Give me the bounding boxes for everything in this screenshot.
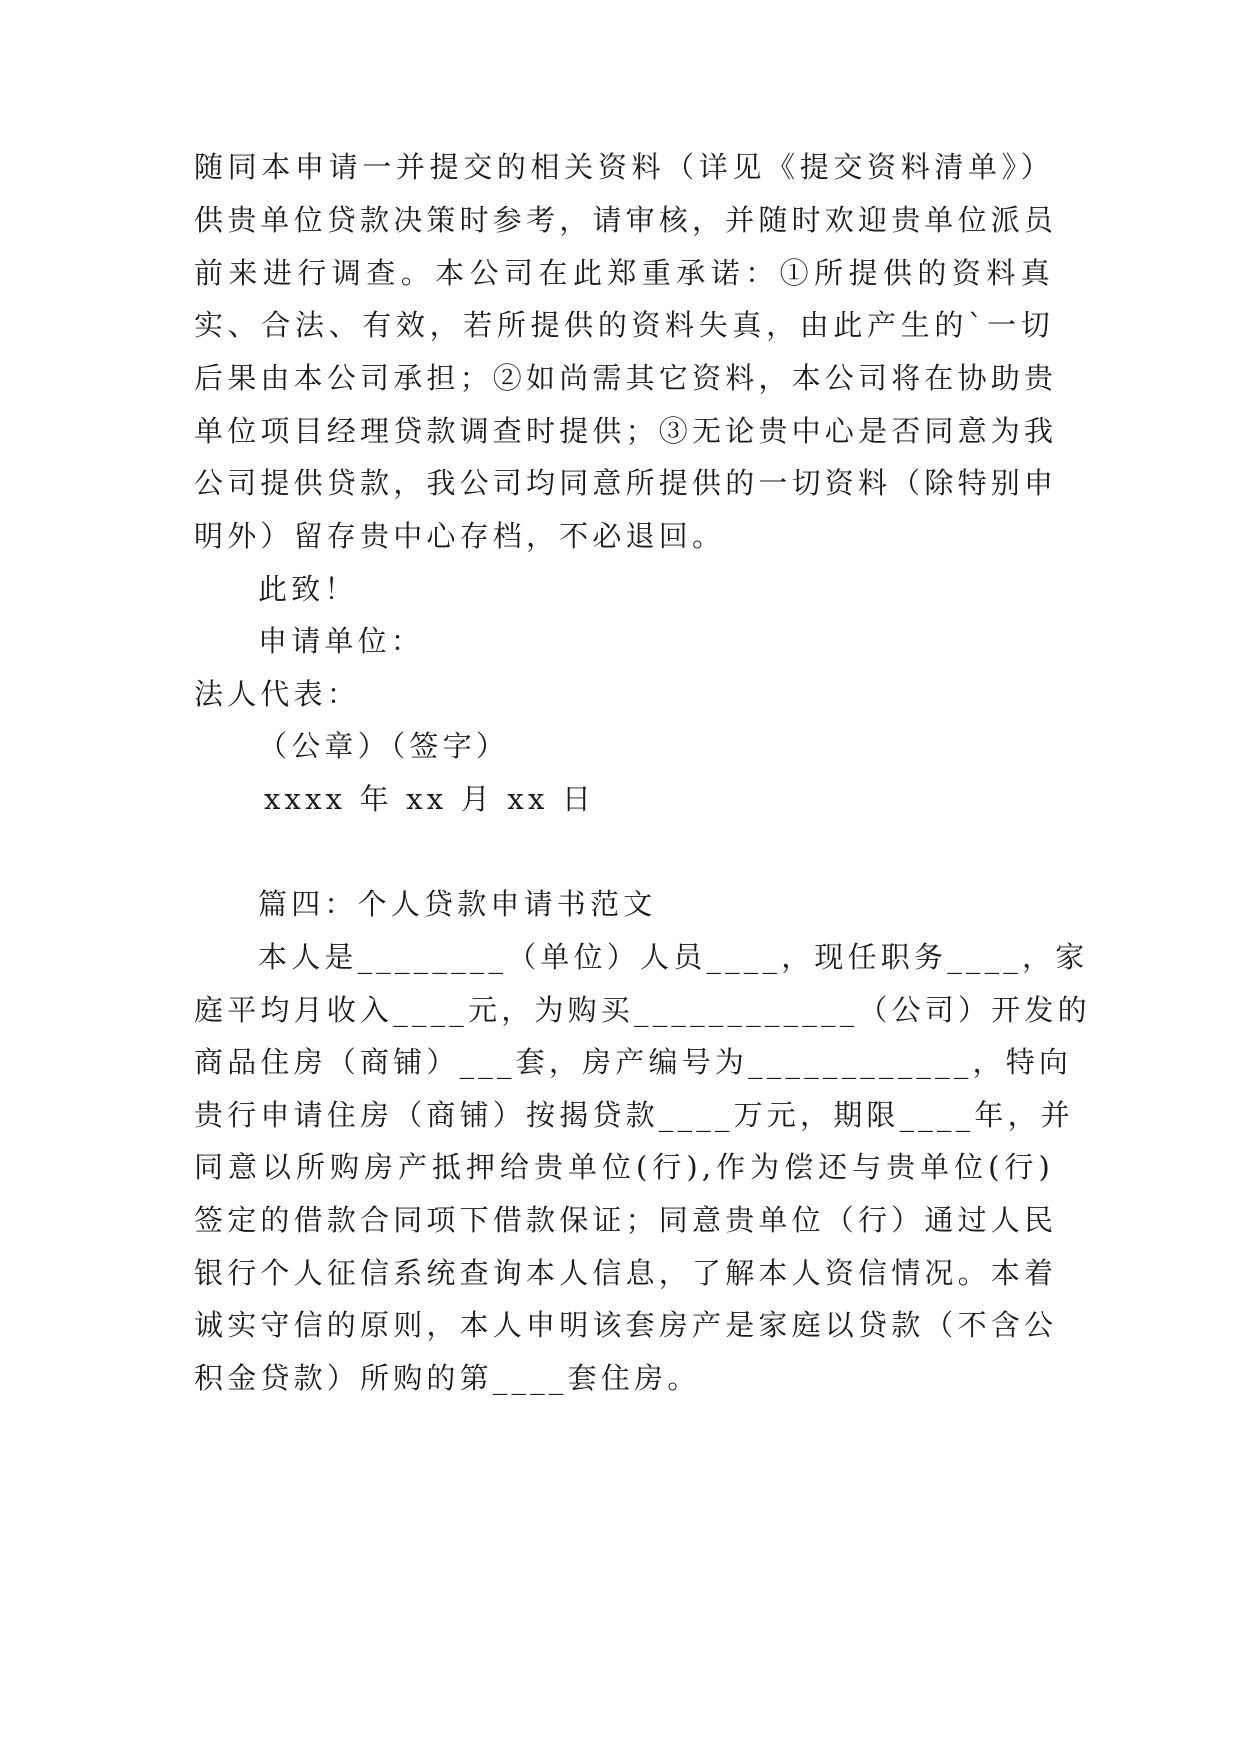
paragraph-line: 银行个人征信系统查询本人信息，了解本人资信情况。本着 <box>194 1256 1058 1290</box>
closing-salutation: 此致！ <box>258 572 358 606</box>
paragraph-line: 诚实守信的原则，本人申明该套房产是家庭以贷款（不含公 <box>194 1308 1058 1342</box>
paragraph-line: 贵行申请住房（商铺）按揭贷款____万元，期限____年，并 <box>194 1098 1075 1132</box>
paragraph-line: 明外）留存贵中心存档，不必退回。 <box>194 519 726 553</box>
paragraph-line: 后果由本公司承担；②如尚需其它资料，本公司将在协助贵 <box>194 361 1058 395</box>
paragraph-line: 实、合法、有效，若所提供的资料失真，由此产生的`一切 <box>194 308 1054 342</box>
paragraph-line: 单位项目经理贷款调查时提供；③无论贵中心是否同意为我 <box>194 414 1058 448</box>
paragraph-line: 同意以所购房产抵押给贵单位(行),作为偿还与贵单位(行) <box>194 1150 1054 1184</box>
seal-signature-note: （公章）（签字） <box>258 729 510 763</box>
paragraph-line: 供贵单位贷款决策时参考，请审核，并随时欢迎贵单位派员 <box>194 203 1058 237</box>
date-line: xxxx 年 xx 月 xx 日 <box>264 782 596 816</box>
paragraph-line: 庭平均月收入____元，为购买____________（公司）开发的 <box>194 993 1091 1027</box>
paragraph-line: 随同本申请一并提交的相关资料（详见《提交资料清单》） <box>194 150 1054 184</box>
legal-representative-label: 法人代表： <box>194 677 361 711</box>
paragraph-line: 积金贷款）所购的第____套住房。 <box>194 1361 701 1395</box>
paragraph-line: 公司提供贷款，我公司均同意所提供的一切资料（除特别申 <box>194 466 1058 500</box>
paragraph-line: 本人是________（单位）人员____，现任职务____，家 <box>258 940 1089 974</box>
paragraph-line: 商品住房（商铺）___套，房产编号为____________，特向 <box>194 1045 1073 1079</box>
paragraph-line: 签定的借款合同项下借款保证；同意贵单位（行）通过人民 <box>194 1203 1058 1237</box>
paragraph-line: 前来进行调查。本公司在此郑重承诺：①所提供的资料真 <box>194 256 1054 290</box>
applicant-unit-label: 申请单位： <box>258 624 425 658</box>
section-heading: 篇四：个人贷款申请书范文 <box>258 887 657 921</box>
